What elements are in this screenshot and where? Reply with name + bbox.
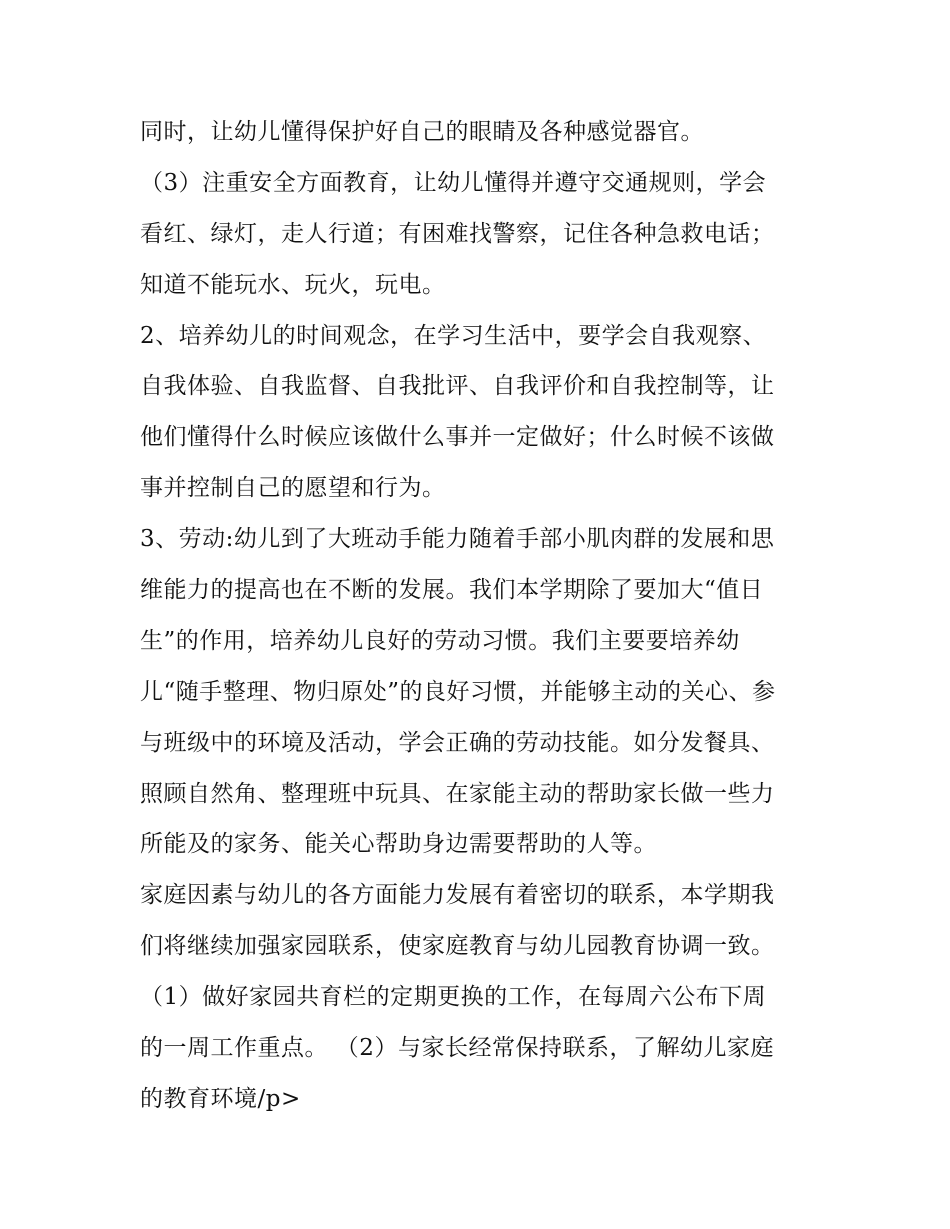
text-line: 的教育环境/p>	[140, 1085, 301, 1112]
text-line: 儿“随手整理、物归原处”的良好习惯，并能够主动的关心、参	[140, 678, 776, 705]
text-line: 与班级中的环境及活动，学会正确的劳动技能。如分发餐具、	[140, 729, 775, 756]
text-line: 生”的作用，培养幼儿良好的劳动习惯。我们主要要培养幼	[140, 627, 740, 654]
text-line: 看红、绿灯，走人行道；有困难找警察，记住各种急救电话；	[140, 220, 775, 247]
body-text	[140, 107, 820, 1125]
text-line: 他们懂得什么时候应该做什么事并一定做好；什么时候不该做	[140, 424, 775, 451]
text-line: 家庭因素与幼儿的各方面能力发展有着密切的联系，本学期我	[140, 882, 775, 909]
text-line: （3）注重安全方面教育，让幼儿懂得并遵守交通规则，学会	[140, 169, 767, 196]
text-line: 照顾自然角、整理班中玩具、在家能主动的帮助家长做一些力	[140, 780, 775, 807]
text-line: 知道不能玩水、玩火，玩电。	[140, 271, 446, 298]
text-line: 2、培养幼儿的时间观念，在学习生活中，要学会自我观察、	[140, 322, 767, 349]
text-line: 事并控制自己的愿望和行为。	[140, 475, 446, 502]
text-line: 3、劳动:幼儿到了大班动手能力随着手部小肌肉群的发展和思	[140, 526, 775, 553]
text-line: 的一周工作重点。 （2）与家长经常保持联系，了解幼儿家庭	[140, 1035, 774, 1062]
text-line: 所能及的家务、能关心帮助身边需要帮助的人等。	[140, 831, 657, 858]
text-line: 们将继续加强家园联系，使家庭教育与幼儿园教育协调一致。	[140, 933, 775, 960]
text-line: 维能力的提高也在不断的发展。我们本学期除了要加大“值日	[140, 577, 764, 604]
text-line: （1）做好家园共育栏的定期更换的工作，在每周六公布下周	[140, 984, 767, 1011]
text-line: 自我体验、自我监督、自我批评、自我评价和自我控制等，让	[140, 373, 775, 400]
text-line: 同时，让幼儿懂得保护好自己的眼睛及各种感觉器官。	[140, 119, 704, 145]
